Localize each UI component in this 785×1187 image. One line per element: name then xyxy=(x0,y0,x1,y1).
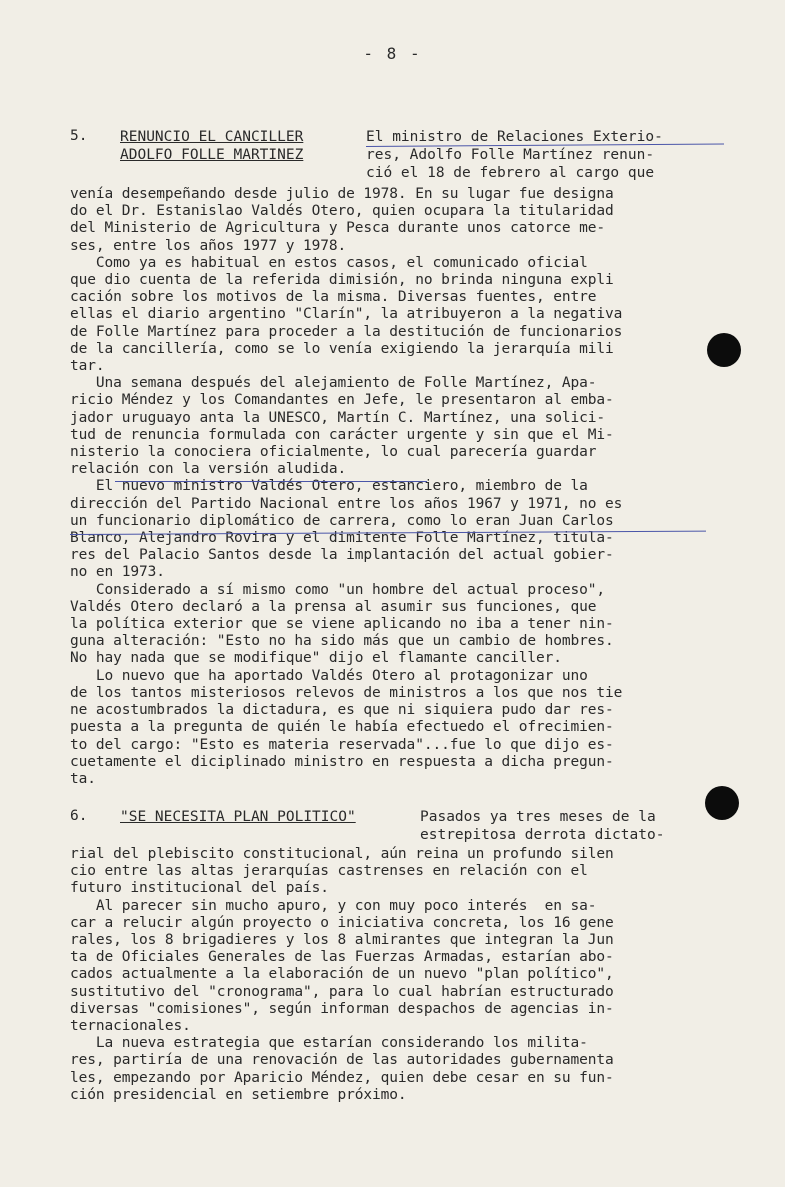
page-number: - 8 - xyxy=(363,44,422,63)
text-line: Valdés Otero declaró a la prensa al asumir sus funciones, que xyxy=(70,598,597,615)
text-line: El nuevo ministro Valdés Otero, estanciero, miembro de la xyxy=(70,478,588,495)
text-line: cuetamente el diciplinado ministro en respuesta a dicha pregun- xyxy=(70,753,614,770)
ink-underline xyxy=(115,481,427,482)
punch-hole-mark xyxy=(705,786,739,820)
punch-hole-mark xyxy=(707,333,741,367)
text-line: La nueva estrategia que estarían considerando los milita- xyxy=(70,1035,588,1052)
text-line: rial del plebiscito constitucional, aún reina un profundo silen xyxy=(70,846,614,862)
section-title-line-2: ADOLFO FOLLE MARTINEZ xyxy=(120,147,304,163)
text-line: de la cancillería, como se lo venía exigiendo la jerarquía mili xyxy=(70,340,614,357)
text-line: tud de renuncia formulada con carácter urgente y sin que el Mi- xyxy=(70,426,614,443)
text-line: to del cargo: "Esto es materia reservada"...fue lo que dijo es- xyxy=(70,736,614,753)
text-line: del Ministerio de Agricultura y Pesca durante unos catorce me- xyxy=(70,220,606,237)
text-line: de Folle Martínez para proceder a la destitución de funcionarios xyxy=(70,323,623,340)
text-line: Considerado a sí mismo como "un hombre del actual proceso", xyxy=(70,581,606,598)
text-line: car a relucir algún proyecto o iniciativa concreta, los 16 gene xyxy=(70,914,614,931)
text-line: Blanco, Alejandro Rovira y el dimitente Folle Martínez, titula- xyxy=(70,530,614,547)
text-line: tar. xyxy=(70,358,105,375)
section-5 xyxy=(70,128,720,788)
text-line: relación con la versión aludida. xyxy=(70,461,347,478)
text-line: les, empezando por Aparicio Méndez, quien debe cesar en su fun- xyxy=(70,1069,614,1086)
text-line: de los tantos misteriosos relevos de ministros a los que nos tie xyxy=(70,684,623,701)
text-line: sustitutivo del "cronograma", para lo cual habrían estructurado xyxy=(70,983,614,1000)
text-line: Como ya es habitual en estos casos, el comunicado oficial xyxy=(70,254,588,271)
text-line: cación sobre los motivos de la misma. Diversas fuentes, entre xyxy=(70,289,597,306)
text-line: futuro institucional del país. xyxy=(70,880,329,897)
text-line: no en 1973. xyxy=(70,564,165,581)
section-header xyxy=(70,808,720,846)
section-number: 5. xyxy=(70,128,88,144)
text-line: Una semana después del alejamiento de Folle Martínez, Apa- xyxy=(70,375,597,392)
text-line: rales, los 8 brigadieres y los 8 almirantes que integran la Jun xyxy=(70,932,614,949)
text-line: cados actualmente a la elaboración de un nuevo "plan político", xyxy=(70,966,614,983)
text-line: cio entre las altas jerarquías castrenses en relación con el xyxy=(70,863,588,880)
section-title-line-1: RENUNCIO EL CANCILLER xyxy=(120,129,304,145)
section-opening-text: El ministro de Relaciones Exterio- res, Adolfo Folle Martínez renun- ció el 18 de febrero al cargo que xyxy=(366,129,663,181)
text-line: res del Palacio Santos desde la implantación del actual gobier- xyxy=(70,547,614,564)
section-body xyxy=(70,846,720,1104)
section-number: 6. xyxy=(70,808,88,824)
section-header xyxy=(70,128,720,186)
text-line: ses, entre los años 1977 y 1978. xyxy=(70,237,347,254)
section-title-line-1: "SE NECESITA PLAN POLITICO" xyxy=(120,809,356,825)
text-line: un funcionario diplomático de carrera, como lo eran Juan Carlos xyxy=(70,512,614,529)
section-body xyxy=(70,186,720,788)
text-line: res, partiría de una renovación de las autoridades gubernamenta xyxy=(70,1052,614,1069)
text-line: ta de Oficiales Generales de las Fuerzas Armadas, estarían abo- xyxy=(70,949,614,966)
text-line: ta. xyxy=(70,770,96,787)
text-line: nisterio la conociera oficialmente, lo cual parecería guardar xyxy=(70,444,597,461)
text-line: dirección del Partido Nacional entre los años 1967 y 1971, no es xyxy=(70,495,623,512)
section-6 xyxy=(70,808,720,1104)
text-line: do el Dr. Estanislao Valdés Otero, quien ocupara la titularidad xyxy=(70,203,614,220)
text-line: Al parecer sin mucho apuro, y con muy poco interés en sa- xyxy=(70,897,597,914)
section-opening-text: Pasados ya tres meses de la estrepitosa derrota dictato- xyxy=(420,809,665,843)
text-line: ternacionales. xyxy=(70,1018,191,1035)
text-line: ellas el diario argentino "Clarín", la atribuyeron a la negativa xyxy=(70,306,623,323)
text-line: que dio cuenta de la referida dimisión, no brinda ninguna expli xyxy=(70,272,614,289)
text-line: No hay nada que se modifique" dijo el flamante canciller. xyxy=(70,650,562,667)
text-line: Lo nuevo que ha aportado Valdés Otero al protagonizar uno xyxy=(70,667,588,684)
text-line: jador uruguayo anta la UNESCO, Martín C. Martínez, una solici- xyxy=(70,409,606,426)
text-line: guna alteración: "Esto no ha sido más que un cambio de hombres. xyxy=(70,633,614,650)
text-line: diversas "comisiones", según informan despachos de agencias in- xyxy=(70,1000,614,1017)
text-line: ricio Méndez y los Comandantes en Jefe, le presentaron al emba- xyxy=(70,392,614,409)
text-line: puesta a la pregunta de quién le había efectuedo el ofrecimien- xyxy=(70,719,614,736)
text-line: la política exterior que se viene aplicando no iba a tener nin- xyxy=(70,616,614,633)
text-line: ción presidencial en setiembre próximo. xyxy=(70,1086,407,1103)
text-line: venía desempeñando desde julio de 1978. En su lugar fue designa xyxy=(70,186,614,202)
text-line: ne acostumbrados la dictadura, es que ni siquiera pudo dar res- xyxy=(70,702,614,719)
